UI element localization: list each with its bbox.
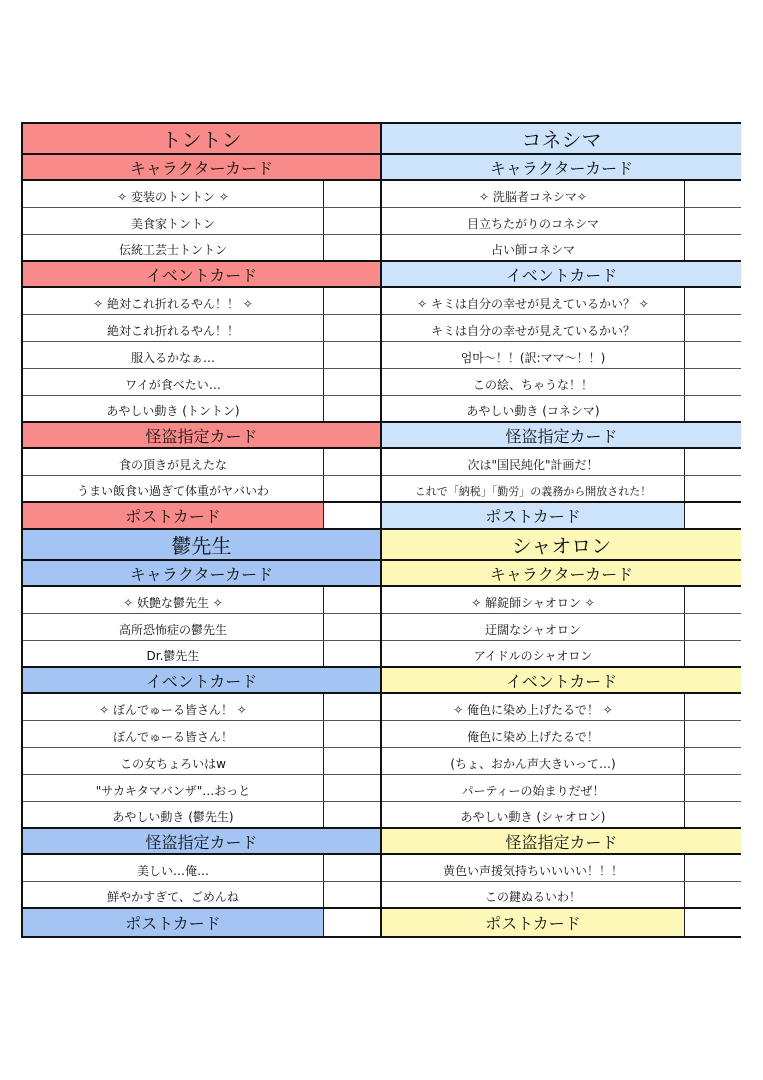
event-card-header: イベントカード [23, 262, 380, 288]
check-cell[interactable] [684, 721, 741, 747]
check-cell[interactable] [684, 694, 741, 720]
check-cell[interactable] [323, 587, 380, 613]
section-title: コネシマ [382, 124, 741, 155]
card-checklist-table [21, 122, 741, 938]
list-item: "サカキタマバンザ"…おっと [23, 775, 380, 802]
list-item: あやしい動き (コネシマ) [382, 396, 741, 423]
check-cell[interactable] [684, 775, 741, 801]
list-item: ✧ 解錠師シャオロン ✧ [382, 587, 741, 614]
check-cell[interactable] [684, 855, 741, 881]
phantom-card-header: 怪盗指定カード [23, 829, 380, 855]
check-cell[interactable] [323, 476, 380, 501]
check-cell[interactable] [684, 235, 741, 260]
list-item: ぼんでゅーる皆さん！ [23, 721, 380, 748]
check-cell[interactable] [684, 503, 741, 528]
check-cell[interactable] [684, 369, 741, 395]
check-cell[interactable] [323, 369, 380, 395]
check-cell[interactable] [684, 882, 741, 907]
list-item: 次は"国民純化"計画だ！ [382, 449, 741, 476]
list-item: この絵、ちゃうな！！ [382, 369, 741, 396]
list-item: (ちょ、おかん声大きいって…) [382, 748, 741, 775]
check-cell[interactable] [684, 476, 741, 501]
list-item: キミは自分の幸せが見えているかい？ [382, 315, 741, 342]
check-cell[interactable] [323, 288, 380, 314]
list-item: ✧ 変装のトントン ✧ [23, 181, 380, 208]
list-item: あやしい動き (シャオロン) [382, 802, 741, 829]
check-cell[interactable] [323, 208, 380, 234]
list-item: 服入るかなぁ… [23, 342, 380, 369]
event-card-header: イベントカード [382, 668, 741, 694]
check-cell[interactable] [323, 855, 380, 881]
check-cell[interactable] [684, 802, 741, 827]
list-item: うまい飯食い過ぎて体重がヤバいわ [23, 476, 380, 503]
phantom-card-header: 怪盗指定カード [382, 423, 741, 449]
list-item: この鍵ぬるいわ！ [382, 882, 741, 909]
list-item: 鮮やかすぎて、ごめんね [23, 882, 380, 909]
list-item: ✧ ぼんでゅーる皆さん！ ✧ [23, 694, 380, 721]
section-title: シャオロン [382, 530, 741, 561]
list-item: 美食家トントン [23, 208, 380, 235]
check-cell[interactable] [684, 614, 741, 640]
event-card-header: イベントカード [382, 262, 741, 288]
list-item: あやしい動き (トントン) [23, 396, 380, 423]
list-item: ワイが食べたい… [23, 369, 380, 396]
list-item: 伝統工芸士トントン [23, 235, 380, 262]
check-cell[interactable] [323, 909, 380, 936]
list-item: ✧ 絶対これ折れるやん！！ ✧ [23, 288, 380, 315]
postcard-row: ポストカード [23, 503, 380, 530]
list-item: ✧ 妖艶な鬱先生 ✧ [23, 587, 380, 614]
section-title: トントン [23, 124, 380, 155]
list-item: 엄마～！！(訳:ママ～！！) [382, 342, 741, 369]
check-cell[interactable] [684, 342, 741, 368]
check-cell[interactable] [323, 315, 380, 341]
check-cell[interactable] [323, 449, 380, 475]
check-cell[interactable] [684, 449, 741, 475]
postcard-row: ポストカード [382, 909, 741, 936]
check-cell[interactable] [323, 882, 380, 907]
list-item: アイドルのシャオロン [382, 641, 741, 668]
list-item: ✧ 俺色に染め上げたるで！ ✧ [382, 694, 741, 721]
list-item: 絶対これ折れるやん！！ [23, 315, 380, 342]
check-cell[interactable] [684, 315, 741, 341]
check-cell[interactable] [323, 694, 380, 720]
character-card-header: キャラクターカード [23, 155, 380, 181]
check-cell[interactable] [323, 641, 380, 666]
check-cell[interactable] [323, 748, 380, 774]
check-cell[interactable] [684, 641, 741, 666]
character-card-header: キャラクターカード [382, 155, 741, 181]
check-cell[interactable] [323, 775, 380, 801]
check-cell[interactable] [323, 396, 380, 421]
check-cell[interactable] [323, 235, 380, 260]
check-cell[interactable] [684, 208, 741, 234]
list-item: 目立ちたがりのコネシマ [382, 208, 741, 235]
check-cell[interactable] [684, 909, 741, 936]
check-cell[interactable] [323, 181, 380, 207]
check-cell[interactable] [323, 342, 380, 368]
list-item: この女ちょろいはw [23, 748, 380, 775]
list-item: これで「納税」「勤労」の義務から開放された！ [382, 476, 741, 503]
section-konesima [382, 124, 741, 530]
section-tonton [23, 124, 382, 530]
list-item: 食の頂きが見えたな [23, 449, 380, 476]
check-cell[interactable] [684, 748, 741, 774]
list-item: あやしい動き (鬱先生) [23, 802, 380, 829]
phantom-card-header: 怪盗指定カード [23, 423, 380, 449]
check-cell[interactable] [323, 721, 380, 747]
list-item: 黄色い声援気持ちいいいい！！！ [382, 855, 741, 882]
section-shaoron [382, 530, 741, 936]
phantom-card-header: 怪盗指定カード [382, 829, 741, 855]
event-card-header: イベントカード [23, 668, 380, 694]
list-item: 俺色に染め上げたるで！ [382, 721, 741, 748]
check-cell[interactable] [323, 802, 380, 827]
list-item: ✧ キミは自分の幸せが見えているかい？ ✧ [382, 288, 741, 315]
check-cell[interactable] [323, 614, 380, 640]
character-card-header: キャラクターカード [23, 561, 380, 587]
list-item: 占い師コネシマ [382, 235, 741, 262]
check-cell[interactable] [323, 503, 380, 528]
postcard-row: ポストカード [23, 909, 380, 936]
check-cell[interactable] [684, 288, 741, 314]
list-item: Dr.鬱先生 [23, 641, 380, 668]
character-card-header: キャラクターカード [382, 561, 741, 587]
check-cell[interactable] [684, 587, 741, 613]
postcard-row: ポストカード [382, 503, 741, 530]
check-cell[interactable] [684, 181, 741, 207]
list-item: ✧ 洗脳者コネシマ✧ [382, 181, 741, 208]
section-utsu [23, 530, 382, 936]
list-item: 高所恐怖症の鬱先生 [23, 614, 380, 641]
list-item: 迂闊なシャオロン [382, 614, 741, 641]
list-item: 美しい…俺… [23, 855, 380, 882]
check-cell[interactable] [684, 396, 741, 421]
list-item: パーティーの始まりだぜ！ [382, 775, 741, 802]
section-title: 鬱先生 [23, 530, 380, 561]
